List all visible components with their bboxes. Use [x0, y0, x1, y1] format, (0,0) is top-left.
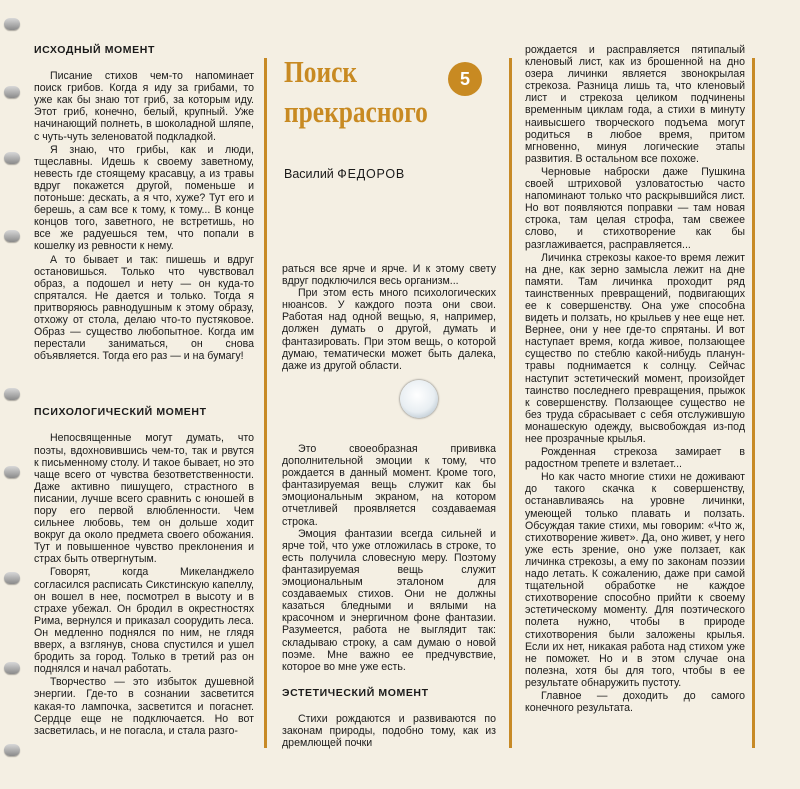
binding-ring	[4, 572, 20, 584]
paragraph: Рожденная стрекоза замирает в радостном трепете и взлетает...	[525, 446, 745, 471]
binding-ring	[4, 388, 20, 400]
page-number-badge: 5	[448, 62, 482, 96]
paragraph: раться все ярче и ярче. И к этому свету вдруг подключился весь организм...	[282, 263, 496, 288]
binding-ring	[4, 152, 20, 164]
spiral-binding	[0, 0, 26, 789]
paragraph: Черновые наброски даже Пушкина своей штриховой узловатостью часто напоминают только что раскрывшийся лист. Но вот появляются поправки — там новая строка, там целая строфа, там свежее слово, и стихотворение как бы разглаживается, расправляется...	[525, 165, 745, 251]
paragraph: Творчество — это избыток душевной энергии. Где-то в сознании засветится какая-то лампочка, засветится и погаснет. Сердце еще не подключается. Но вот засветилась, и не погасла, и стала разго-	[34, 676, 254, 737]
paragraph: Личинка стрекозы какое-то время лежит на дне, как зерно замысла лежит на дне памяти. Там личинка проходит ряд таинственных превращений, подвигающих ее к совершенству. Она уже способна видеть и ползать, но крыльев у нее еще нет. Вернее, они у нее где-то спрятаны. И вот наступает время, когда живое, ползающее существо по стеблю какой-нибудь планун-травы поднимается к солнцу. Сейчас наступит эстетический момент, произойдет таинство последнего превращения, прыжок к совершенству. Ползающее существо не без труда сбрасывает с себя отслужившую монашескую одежду, высвобождая из-под нее прозрачные крылья.	[525, 251, 745, 445]
article-title: Поиск прекрасного	[284, 54, 428, 129]
author-byline	[284, 167, 405, 181]
column-rule	[264, 58, 267, 748]
paragraph: А то бывает и так: пишешь и вдруг остановишься. Только что чувствовал образ, а подошел и нету — он куда-то спрятался. Не дается и только. Тогда я притворяюсь равнодушным к этому образу, отхожу от стола, делаю что-то пустяковое. Образ — существо любопытное. Когда им перестали заниматься, он снова объявляется. Тогда его раз — и на бумагу!	[34, 253, 254, 363]
paragraph: Стихи рождаются и развиваются по законам природы, подобно тому, как из дремлющей почки	[282, 712, 496, 750]
binder-hole	[400, 380, 438, 418]
binding-ring	[4, 18, 20, 30]
column-rule	[752, 58, 755, 748]
paragraph: Это своеобразная прививка дополнительной эмоции к тому, что рождается в данный момент. Кроме того, фантазируемая вещь служит как бы эмоциональным экраном, на котором отчетливей проявляется создаваемая строка.	[282, 443, 496, 528]
section-heading: ИСХОДНЫЙ МОМЕНТ	[34, 44, 155, 56]
binding-ring	[4, 744, 20, 756]
paragraph: Но как часто многие стихи не доживают до такого скачка к совершенству, останавливаясь на уровне личинки, умеющей только плавать и ползать. Обсуждая такие стихи, мы говорим: «Что ж, стихотворение живет». Да, оно живет, у него уже есть зрение, оно уже ползает, как личинка стрекозы, а ему по законам поэзии надо летать. К сожалению, даже при самой тщательной обработке не каждое стихотворение способно прийти к своему эстетическому моменту. Для поэтического полета нужно, чтобы в природе стихотворения были заложены крылья. Если их нет, никакая работа над стихом уже не поможет. Но и в этом случае она полезна, хотя бы для того, чтобы в ее результате обнаружить пустоту.	[525, 471, 745, 689]
column-left	[34, 44, 254, 737]
binding-ring	[4, 230, 20, 242]
author-last-name: ФЕДОРОВ	[337, 167, 406, 181]
binding-ring	[4, 466, 20, 478]
paragraph: Писание стихов чем-то напоминает поиск грибов. Когда я иду за грибами, то уже как бы знаю тот гриб, за которым иду. Этот гриб, конечно, белый, крупный. Уже начинающий полнеть, в шоколадной шляпе, с чуть-чуть зеленоватой подкладкой.	[34, 70, 254, 143]
paragraph: Эмоция фантазии всегда сильней и ярче той, что уже отложилась в строке, то есть получила словесную меру. Поэтому фантазируемая вещь служит эмоциональным эталоном для создаваемых стихов. Они не должны казаться бледными и вялыми на красочном и энергичном фоне фантазии. Разумеется, работа не выглядит так: складываю строку, а сам думаю о новой поэме. Мне важно ее предчувствие, которое во мне уже есть.	[282, 527, 496, 673]
column-right	[525, 44, 745, 714]
author-first-name: Василий	[284, 167, 334, 181]
paragraph: рождается и расправляется пятипалый кленовый лист, как из брошенной на дно озера личинки является звонокрылая стрекоза. Разница лишь та, что кленовый лист и стрекоза целиком подчинены временным циклам года, а стихи в минуту наивысшего творческого подъема могут родиться в любое время, притом мгновенно, минуя логические этапы развития. В остальном все похоже.	[525, 44, 745, 165]
paragraph: Говорят, когда Микеланджело согласился расписать Сикстинскую капеллу, он вошел в нее, посмотрел в высоту и в страхе убежал. Он бродил в окрестностях Рима, вернулся и приказал соорудить леса. Он медленно поднялся по ним, не глядя вверх, а взглянув, снова спустился и ушел бродить за город. Только в третий раз он поднялся и начал работать.	[34, 566, 254, 676]
binding-ring	[4, 662, 20, 674]
binding-ring	[4, 86, 20, 98]
column-rule	[509, 58, 512, 748]
section-heading: ПСИХОЛОГИЧЕСКИЙ МОМЕНТ	[34, 406, 207, 419]
column-middle-top	[282, 263, 496, 372]
section-heading: ЭСТЕТИЧЕСКИЙ МОМЕНТ	[282, 686, 429, 699]
column-middle-bottom	[282, 443, 496, 749]
paragraph: При этом есть много психологических нюансов. У каждого поэта они свои. Работая над одной вещью, я, например, должен думать о другой, думать и фантазировать. При этом вещь, о которой думаю, тематически может быть далека, даже из другой области.	[282, 287, 496, 372]
paragraph: Непосвященные могут думать, что поэты, вдохновившись чем-то, так и рвутся к письменному столу. И такое бывает, но это чаще всего от чувства безответственности. Даже активно пишущего, страстного в писании, лучше всего сравнить с юношей в пору его первой влюбленности. Чем сильнее любовь, тем он дольше ходит вокруг да около предмета своего обожания. Тут и повышенное чувство преклонения и страх быть отвергнутым.	[34, 432, 254, 566]
paragraph: Я знаю, что грибы, как и люди, тщеславны. Идешь к своему заветному, невесть где стоящему красавцу, а из травы вдруг покажется другой, поменьше и потоньше: дескать, а я что, хуже? Тут его и берешь, а сам все к тому, к тому... В конце концов того, заветного, не встретишь, но все же радуешься тем, что попали в кошелку из ревности к нему.	[34, 143, 254, 253]
paragraph: Главное — доходить до самого конечного результата.	[525, 689, 745, 715]
